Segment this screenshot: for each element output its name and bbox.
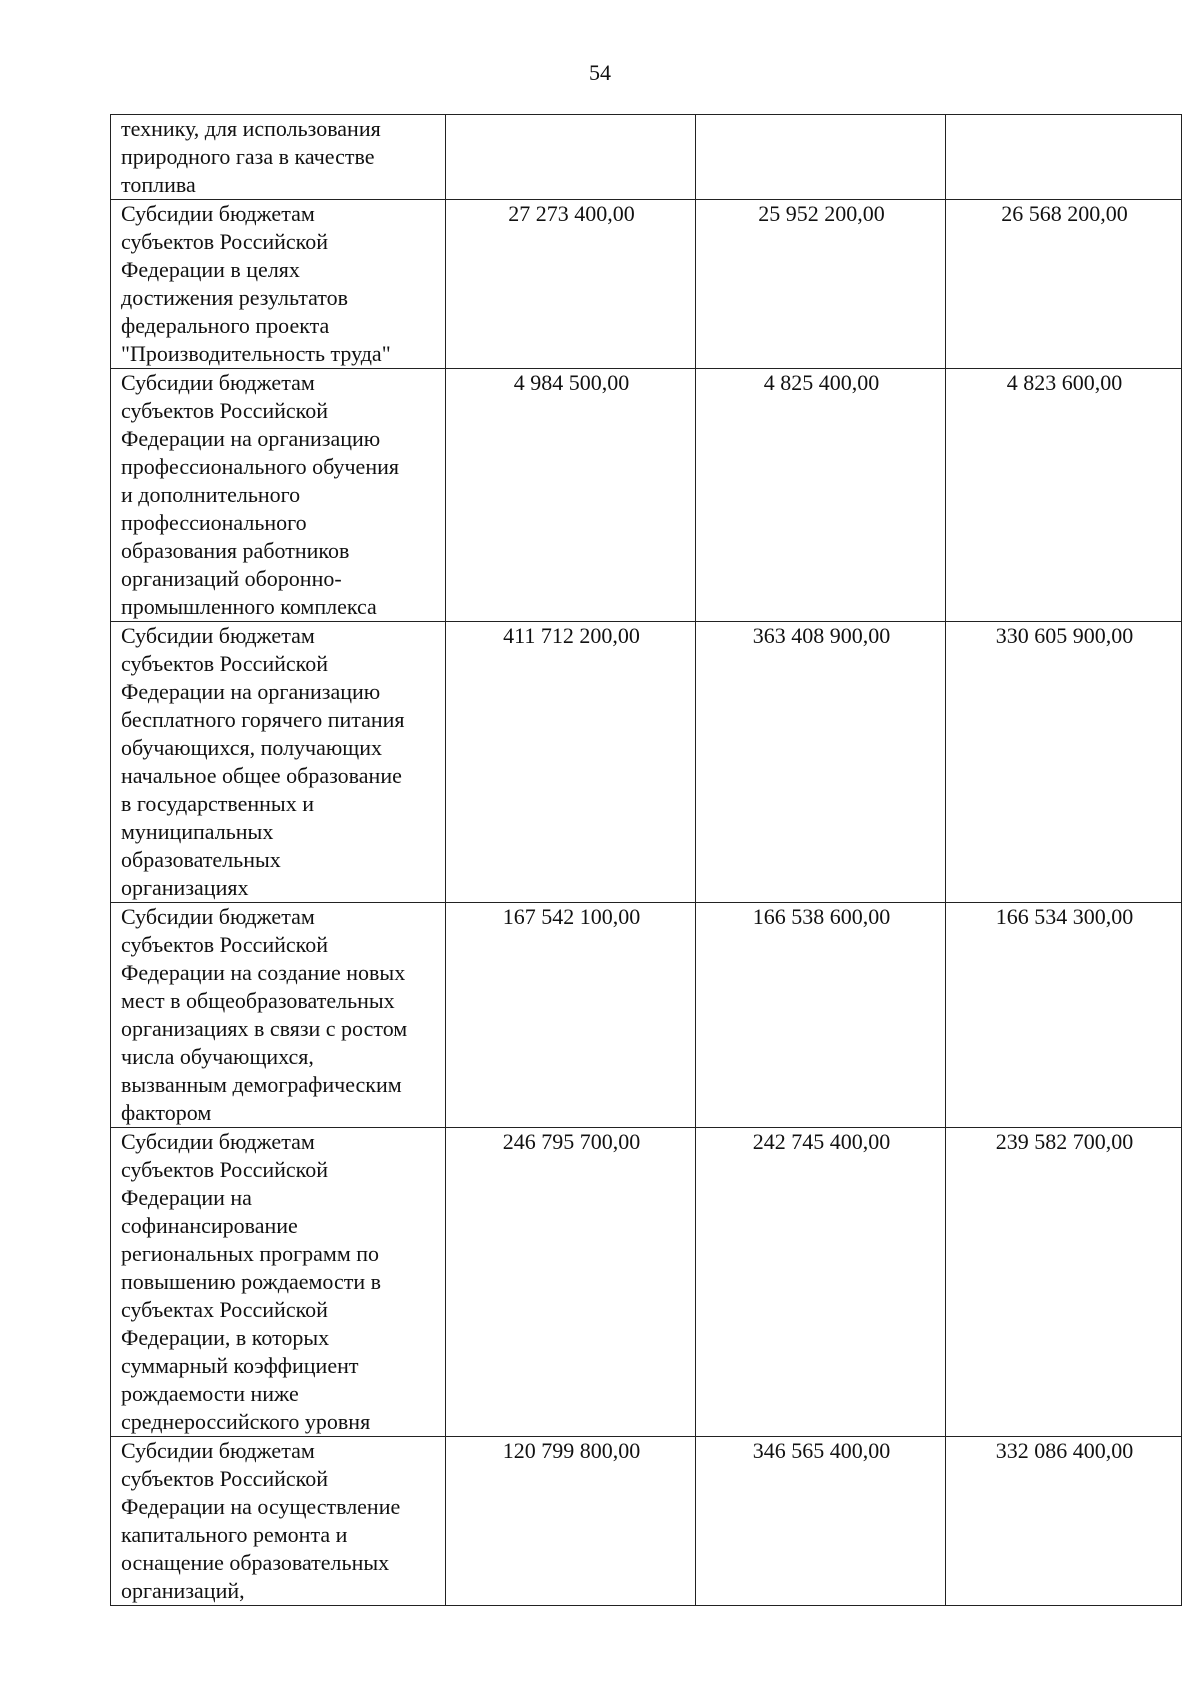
amount-cell-1 xyxy=(446,115,696,200)
amount-cell-3: 26 568 200,00 xyxy=(946,200,1182,369)
amount-cell-2: 25 952 200,00 xyxy=(696,200,946,369)
amount-cell-2: 346 565 400,00 xyxy=(696,1437,946,1606)
row-description-line: Субсидии бюджетам xyxy=(121,904,315,929)
row-description-cell xyxy=(111,622,446,903)
table-row xyxy=(111,1437,1182,1606)
row-description-line: числа обучающихся, xyxy=(121,1044,314,1069)
budget-table xyxy=(110,114,1182,1606)
row-description-line: субъектов Российской xyxy=(121,229,329,254)
row-description-line: Федерации на осуществление xyxy=(121,1494,401,1519)
row-description-line: начальное общее образование xyxy=(121,763,402,788)
row-description-line: Субсидии бюджетам xyxy=(121,201,315,226)
amount-cell-1: 120 799 800,00 xyxy=(446,1437,696,1606)
amount-cell-3 xyxy=(946,115,1182,200)
amount-cell-2 xyxy=(696,115,946,200)
row-description-line: субъектах Российской xyxy=(121,1297,328,1322)
row-description-line: и дополнительного xyxy=(121,482,301,507)
amount-cell-3: 4 823 600,00 xyxy=(946,369,1182,622)
row-description-line: обучающихся, получающих xyxy=(121,735,383,760)
table-row xyxy=(111,1128,1182,1437)
row-description-line: капитального ремонта и xyxy=(121,1522,348,1547)
row-description-line: Субсидии бюджетам xyxy=(121,370,315,395)
row-description-line: повышению рождаемости в xyxy=(121,1269,382,1294)
row-description-cell xyxy=(111,903,446,1128)
row-description-line: субъектов Российской xyxy=(121,651,329,676)
row-description-line: региональных программ по xyxy=(121,1241,380,1266)
amount-cell-1: 167 542 100,00 xyxy=(446,903,696,1128)
row-description-line: промышленного комплекса xyxy=(121,594,377,619)
amount-cell-2: 166 538 600,00 xyxy=(696,903,946,1128)
row-description-line: субъектов Российской xyxy=(121,398,329,423)
row-description-line: вызванным демографическим xyxy=(121,1072,402,1097)
row-description-line: профессионального xyxy=(121,510,307,535)
row-description-line: организаций, xyxy=(121,1578,245,1603)
row-description-line: профессионального обучения xyxy=(121,454,399,479)
row-description-line: образования работников xyxy=(121,538,350,563)
table-body xyxy=(111,115,1182,1606)
row-description-line: Субсидии бюджетам xyxy=(121,623,315,648)
page-number: 54 xyxy=(589,60,611,85)
table-row xyxy=(111,903,1182,1128)
row-description-line: Федерации на создание новых xyxy=(121,960,406,985)
row-description-cell xyxy=(111,1437,446,1606)
row-description-line: "Производительность труда" xyxy=(121,341,391,366)
row-description-line: организаций оборонно- xyxy=(121,566,342,591)
amount-cell-1: 246 795 700,00 xyxy=(446,1128,696,1437)
row-description-line: Субсидии бюджетам xyxy=(121,1438,315,1463)
row-description-cell xyxy=(111,200,446,369)
table-row xyxy=(111,115,1182,200)
amount-cell-3: 239 582 700,00 xyxy=(946,1128,1182,1437)
row-description-line: Федерации в целях xyxy=(121,257,300,282)
amount-cell-3: 332 086 400,00 xyxy=(946,1437,1182,1606)
row-description-line: рождаемости ниже xyxy=(121,1381,299,1406)
amount-cell-1: 27 273 400,00 xyxy=(446,200,696,369)
row-description-line: организациях в связи с ростом xyxy=(121,1016,408,1041)
row-description-cell xyxy=(111,1128,446,1437)
row-description-line: субъектов Российской xyxy=(121,932,329,957)
amount-cell-3: 330 605 900,00 xyxy=(946,622,1182,903)
amount-cell-1: 411 712 200,00 xyxy=(446,622,696,903)
row-description-line: Федерации на организацию xyxy=(121,679,381,704)
row-description-line: Федерации на организацию xyxy=(121,426,381,451)
row-description-line: суммарный коэффициент xyxy=(121,1353,359,1378)
row-description-line: муниципальных xyxy=(121,819,274,844)
row-description-line: Субсидии бюджетам xyxy=(121,1129,315,1154)
row-description-cell xyxy=(111,115,446,200)
amount-cell-2: 4 825 400,00 xyxy=(696,369,946,622)
row-description-line: субъектов Российской xyxy=(121,1157,329,1182)
row-description-line: оснащение образовательных xyxy=(121,1550,390,1575)
row-description-line: субъектов Российской xyxy=(121,1466,329,1491)
row-description-line: достижения результатов xyxy=(121,285,348,310)
row-description-line: в государственных и xyxy=(121,791,314,816)
row-description-line: организациях xyxy=(121,875,249,900)
amount-cell-1: 4 984 500,00 xyxy=(446,369,696,622)
table-row xyxy=(111,200,1182,369)
row-description-line: фактором xyxy=(121,1100,212,1125)
amount-cell-2: 242 745 400,00 xyxy=(696,1128,946,1437)
table-row xyxy=(111,369,1182,622)
row-description-cell xyxy=(111,369,446,622)
row-description-line: софинансирование xyxy=(121,1213,298,1238)
amount-cell-3: 166 534 300,00 xyxy=(946,903,1182,1128)
row-description-line: федерального проекта xyxy=(121,313,330,338)
row-description-line: среднероссийского уровня xyxy=(121,1409,371,1434)
row-description-line: образовательных xyxy=(121,847,281,872)
table-row xyxy=(111,622,1182,903)
amount-cell-2: 363 408 900,00 xyxy=(696,622,946,903)
row-description-line: топлива xyxy=(121,172,196,197)
row-description-line: бесплатного горячего питания xyxy=(121,707,405,732)
row-description-line: Федерации на xyxy=(121,1185,252,1210)
row-description-line: мест в общеобразовательных xyxy=(121,988,395,1013)
row-description-line: технику, для использования xyxy=(121,116,381,141)
row-description-line: природного газа в качестве xyxy=(121,144,375,169)
row-description-line: Федерации, в которых xyxy=(121,1325,330,1350)
